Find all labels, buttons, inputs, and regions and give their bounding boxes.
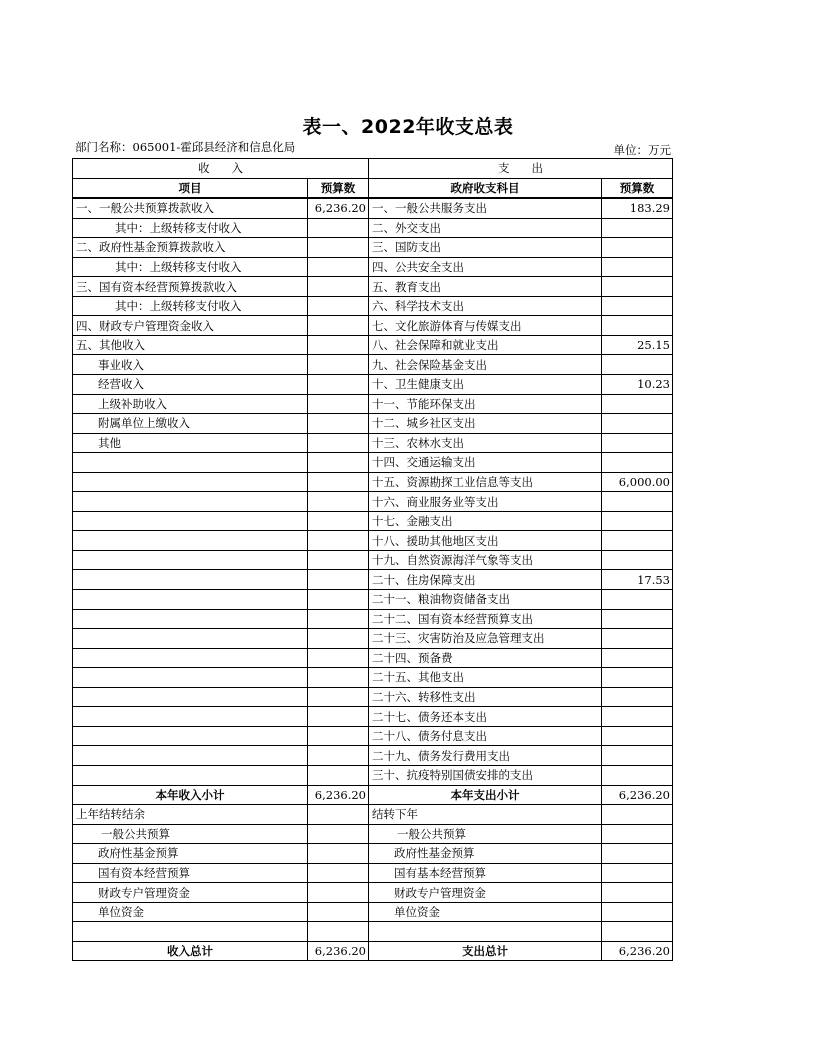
expense-item-value — [602, 257, 673, 277]
carry-income-label: 一般公共预算 — [73, 824, 308, 844]
income-item-label — [73, 453, 308, 473]
carry-expense-value — [602, 883, 673, 903]
income-item-label — [73, 550, 308, 570]
carry-row — [73, 805, 673, 825]
table-row — [73, 394, 673, 414]
carry-row — [73, 902, 673, 922]
income-item-value — [308, 414, 369, 434]
carry-row — [73, 863, 673, 883]
carry-income-value — [308, 922, 369, 942]
table-row — [73, 492, 673, 512]
expense-item-value: 10.23 — [602, 375, 673, 395]
carry-expense-value — [602, 805, 673, 825]
income-section-header: 收 入 — [73, 159, 369, 179]
expense-item-label: 七、文化旅游体育与传媒支出 — [369, 316, 602, 336]
expense-subtotal-label: 本年支出小计 — [369, 785, 602, 805]
expense-item-value — [602, 433, 673, 453]
income-item-value — [308, 277, 369, 297]
carry-expense-value — [602, 863, 673, 883]
expense-item-value — [602, 511, 673, 531]
income-item-value — [308, 218, 369, 238]
carry-expense-label: 财政专户管理资金 — [369, 883, 602, 903]
income-item-value — [308, 629, 369, 649]
table-row — [73, 375, 673, 395]
table-row — [73, 570, 673, 590]
income-item-value — [308, 375, 369, 395]
income-budget-header: 预算数 — [308, 178, 369, 198]
carry-expense-label: 结转下年 — [369, 805, 602, 825]
income-item-label: 二、政府性基金预算拨款收入 — [73, 238, 308, 258]
income-item-label — [73, 492, 308, 512]
expense-item-label: 十八、援助其他地区支出 — [369, 531, 602, 551]
income-item-header: 项目 — [73, 178, 308, 198]
expense-budget-header: 预算数 — [602, 178, 673, 198]
expense-item-value — [602, 609, 673, 629]
carry-expense-value — [602, 844, 673, 864]
expense-item-value: 6,000.00 — [602, 472, 673, 492]
expense-item-value: 183.29 — [602, 198, 673, 218]
income-item-value — [308, 550, 369, 570]
carry-expense-label — [369, 922, 602, 942]
carry-income-value — [308, 844, 369, 864]
unit-label: 单位：万元 — [613, 143, 671, 157]
expense-item-value — [602, 668, 673, 688]
expense-item-label: 十四、交通运输支出 — [369, 453, 602, 473]
expense-item-label: 二、外交支出 — [369, 218, 602, 238]
carry-expense-value — [602, 902, 673, 922]
carry-expense-value — [602, 824, 673, 844]
table-row — [73, 726, 673, 746]
income-item-value — [308, 355, 369, 375]
income-item-label — [73, 687, 308, 707]
expense-item-label: 一、一般公共服务支出 — [369, 198, 602, 218]
income-item-value — [308, 394, 369, 414]
expense-item-label: 二十、住房保障支出 — [369, 570, 602, 590]
table-row — [73, 277, 673, 297]
income-item-label: 三、国有资本经营预算拨款收入 — [73, 277, 308, 297]
expense-item-value — [602, 492, 673, 512]
income-item-value — [308, 687, 369, 707]
expense-item-label: 二十八、债务付息支出 — [369, 726, 602, 746]
table-row — [73, 355, 673, 375]
income-item-label — [73, 609, 308, 629]
income-item-label: 附属单位上缴收入 — [73, 414, 308, 434]
expense-item-label: 十二、城乡社区支出 — [369, 414, 602, 434]
expense-item-label: 十五、资源勘探工业信息等支出 — [369, 472, 602, 492]
table-row — [73, 472, 673, 492]
income-item-value — [308, 590, 369, 610]
carry-row — [73, 844, 673, 864]
income-item-label — [73, 629, 308, 649]
table-row — [73, 609, 673, 629]
expense-total-label: 支出总计 — [369, 941, 602, 961]
table-row — [73, 335, 673, 355]
carry-income-label: 政府性基金预算 — [73, 844, 308, 864]
table-row — [73, 316, 673, 336]
carry-expense-label: 政府性基金预算 — [369, 844, 602, 864]
income-item-label: 其中：上级转移支付收入 — [73, 218, 308, 238]
table-row — [73, 453, 673, 473]
table-row — [73, 629, 673, 649]
expense-item-label: 六、科学技术支出 — [369, 296, 602, 316]
table-row — [73, 531, 673, 551]
income-item-value — [308, 668, 369, 688]
income-item-label — [73, 648, 308, 668]
income-item-value: 6,236.20 — [308, 198, 369, 218]
income-item-label — [73, 472, 308, 492]
carry-expense-label: 单位资金 — [369, 902, 602, 922]
expense-item-value — [602, 414, 673, 434]
table-row — [73, 433, 673, 453]
carry-income-label: 财政专户管理资金 — [73, 883, 308, 903]
carry-row — [73, 922, 673, 942]
table-row — [73, 296, 673, 316]
income-item-label: 一、一般公共预算拨款收入 — [73, 198, 308, 218]
expense-item-label: 二十一、粮油物资储备支出 — [369, 590, 602, 610]
expense-item-label: 二十九、债务发行费用支出 — [369, 746, 602, 766]
income-item-label: 其中：上级转移支付收入 — [73, 296, 308, 316]
income-item-label: 上级补助收入 — [73, 394, 308, 414]
income-subtotal-value: 6,236.20 — [308, 785, 369, 805]
income-item-value — [308, 316, 369, 336]
expense-item-header: 政府收支科目 — [369, 178, 602, 198]
carry-row — [73, 883, 673, 903]
table-row — [73, 687, 673, 707]
income-item-label — [73, 531, 308, 551]
expense-item-value — [602, 648, 673, 668]
income-item-label: 经营收入 — [73, 375, 308, 395]
expense-item-label: 十九、自然资源海洋气象等支出 — [369, 550, 602, 570]
carry-income-label: 单位资金 — [73, 902, 308, 922]
table-row — [73, 746, 673, 766]
table-row — [73, 707, 673, 727]
expense-item-label: 二十三、灾害防治及应急管理支出 — [369, 629, 602, 649]
expense-item-value — [602, 707, 673, 727]
expense-item-value — [602, 629, 673, 649]
expense-item-label: 二十二、国有资本经营预算支出 — [369, 609, 602, 629]
expense-item-value — [602, 687, 673, 707]
income-item-value — [308, 746, 369, 766]
income-item-value — [308, 257, 369, 277]
table-row — [73, 238, 673, 258]
table-row — [73, 668, 673, 688]
income-item-value — [308, 531, 369, 551]
expense-item-label: 十、卫生健康支出 — [369, 375, 602, 395]
expense-subtotal-value: 6,236.20 — [602, 785, 673, 805]
expense-item-label: 九、社会保险基金支出 — [369, 355, 602, 375]
carry-income-value — [308, 863, 369, 883]
expense-total-value: 6,236.20 — [602, 941, 673, 961]
expense-item-value — [602, 590, 673, 610]
expense-item-label: 三、国防支出 — [369, 238, 602, 258]
expense-item-label: 二十四、预备费 — [369, 648, 602, 668]
income-item-value — [308, 296, 369, 316]
table-row — [73, 648, 673, 668]
expense-item-value — [602, 550, 673, 570]
expense-item-value — [602, 355, 673, 375]
income-item-value — [308, 453, 369, 473]
carry-income-label: 国有资本经营预算 — [73, 863, 308, 883]
expense-item-label: 五、教育支出 — [369, 277, 602, 297]
expense-item-label: 二十七、债务还本支出 — [369, 707, 602, 727]
income-item-value — [308, 765, 369, 785]
income-item-label — [73, 590, 308, 610]
income-item-value — [308, 238, 369, 258]
carry-income-value — [308, 883, 369, 903]
expense-item-label: 十七、金融支出 — [369, 511, 602, 531]
carry-expense-label: 一般公共预算 — [369, 824, 602, 844]
carry-income-value — [308, 805, 369, 825]
table-row — [73, 765, 673, 785]
income-item-value — [308, 511, 369, 531]
table-row — [73, 511, 673, 531]
expense-item-label: 三十、抗疫特别国债安排的支出 — [369, 765, 602, 785]
carry-income-label: 上年结转结余 — [73, 805, 308, 825]
expense-item-label: 十一、节能环保支出 — [369, 394, 602, 414]
income-item-label — [73, 511, 308, 531]
expense-item-label: 十三、农林水支出 — [369, 433, 602, 453]
expense-item-value — [602, 277, 673, 297]
total-row — [73, 941, 673, 961]
expense-item-value — [602, 531, 673, 551]
expense-item-value: 17.53 — [602, 570, 673, 590]
expense-item-value: 25.15 — [602, 335, 673, 355]
table-row — [73, 218, 673, 238]
expense-item-value — [602, 238, 673, 258]
expense-item-value — [602, 316, 673, 336]
income-item-value — [308, 472, 369, 492]
income-total-label: 收入总计 — [73, 941, 308, 961]
expense-item-value — [602, 296, 673, 316]
expense-item-label: 四、公共安全支出 — [369, 257, 602, 277]
income-item-label — [73, 707, 308, 727]
table-row — [73, 590, 673, 610]
income-total-value: 6,236.20 — [308, 941, 369, 961]
budget-summary-table — [72, 158, 673, 961]
table-row — [73, 550, 673, 570]
income-item-label — [73, 726, 308, 746]
expense-item-label: 十六、商业服务业等支出 — [369, 492, 602, 512]
carry-income-label — [73, 922, 308, 942]
carry-expense-value — [602, 922, 673, 942]
expense-item-value — [602, 218, 673, 238]
department-name: 部门名称：065001-霍邱县经济和信息化局 — [75, 140, 296, 154]
income-item-value — [308, 433, 369, 453]
income-item-value — [308, 335, 369, 355]
income-item-value — [308, 570, 369, 590]
income-item-label — [73, 765, 308, 785]
carry-row — [73, 824, 673, 844]
expense-item-value — [602, 746, 673, 766]
income-item-value — [308, 707, 369, 727]
income-item-label: 其中：上级转移支付收入 — [73, 257, 308, 277]
expense-item-value — [602, 765, 673, 785]
expense-item-value — [602, 394, 673, 414]
income-item-value — [308, 648, 369, 668]
subtotal-row — [73, 785, 673, 805]
expense-section-header: 支 出 — [369, 159, 673, 179]
income-item-label: 五、其他收入 — [73, 335, 308, 355]
expense-item-value — [602, 726, 673, 746]
income-item-label: 四、财政专户管理资金收入 — [73, 316, 308, 336]
table-row — [73, 414, 673, 434]
carry-expense-label: 国有基本经营预算 — [369, 863, 602, 883]
expense-item-label: 二十六、转移性支出 — [369, 687, 602, 707]
income-item-label — [73, 570, 308, 590]
carry-income-value — [308, 902, 369, 922]
carry-income-value — [308, 824, 369, 844]
income-item-label: 其他 — [73, 433, 308, 453]
income-item-value — [308, 726, 369, 746]
income-item-label — [73, 746, 308, 766]
table-row — [73, 198, 673, 218]
expense-item-value — [602, 453, 673, 473]
expense-item-label: 二十五、其他支出 — [369, 668, 602, 688]
income-item-label: 事业收入 — [73, 355, 308, 375]
income-item-label — [73, 668, 308, 688]
page-title: 表一、2022年收支总表 — [302, 116, 514, 138]
income-subtotal-label: 本年收入小计 — [73, 785, 308, 805]
expense-item-label: 八、社会保障和就业支出 — [369, 335, 602, 355]
income-item-value — [308, 492, 369, 512]
income-item-value — [308, 609, 369, 629]
table-row — [73, 257, 673, 277]
